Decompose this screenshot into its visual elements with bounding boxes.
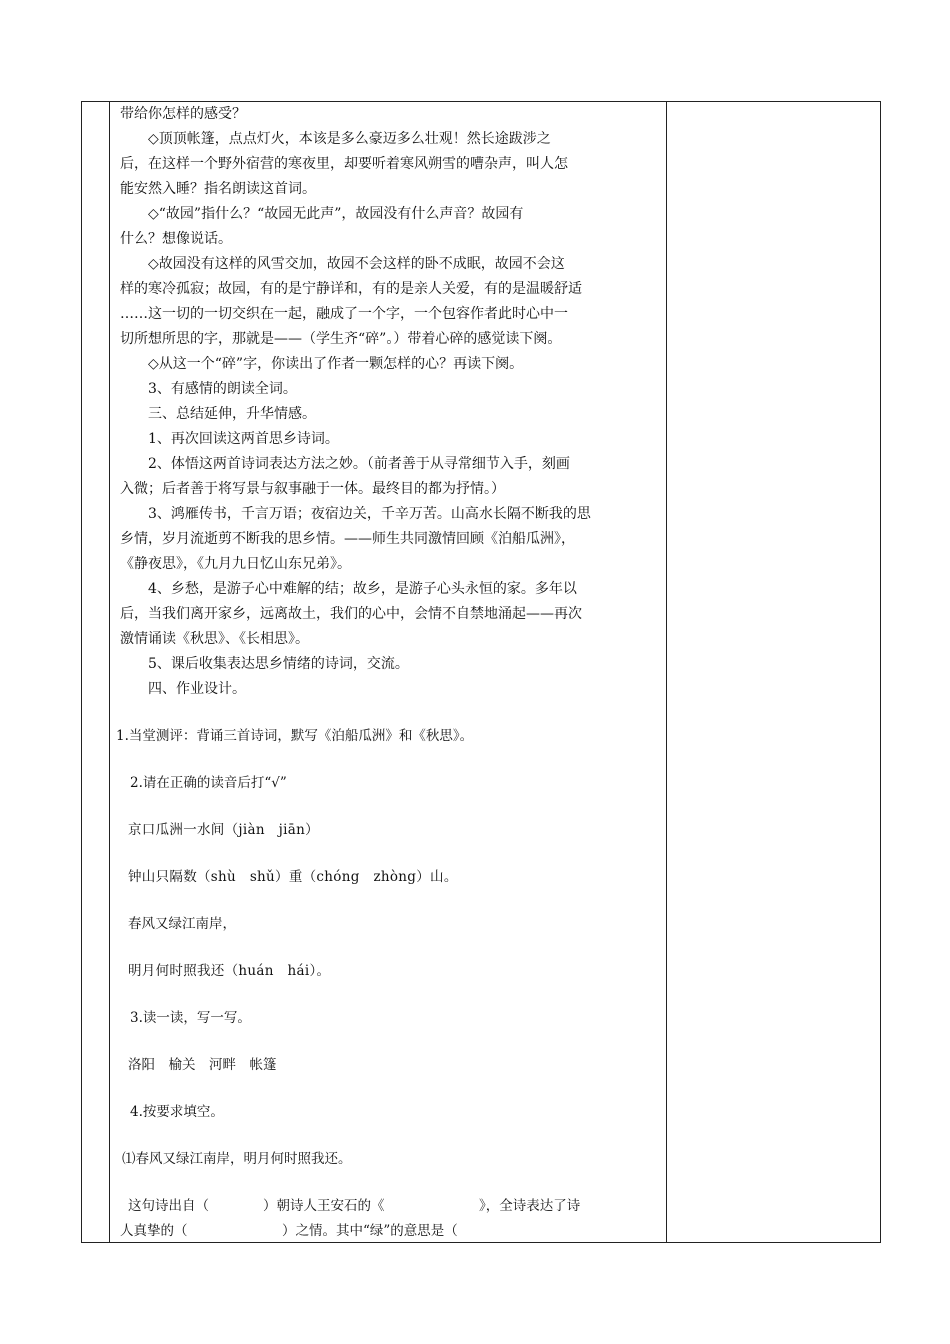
table-right-column bbox=[666, 102, 882, 1242]
text-line: ◇故园没有这样的风雪交加，故园不会这样的卧不成眠，故园不会这 bbox=[148, 256, 565, 272]
section-heading: 四、作业设计。 bbox=[148, 681, 246, 697]
homework-item: 这句诗出自（ ）朝诗人王安石的《 》，全诗表达了诗 bbox=[128, 1198, 581, 1214]
text-line: 1、再次回读这两首思乡诗词。 bbox=[148, 431, 339, 447]
table-left-column bbox=[82, 102, 110, 1242]
homework-item: 4.按要求填空。 bbox=[130, 1104, 224, 1120]
homework-item: 人真挚的（ ）之情。其中“绿”的意思是（ bbox=[120, 1223, 458, 1239]
section-heading: 三、总结延伸，升华情感。 bbox=[148, 406, 316, 422]
text-line: 4、乡愁，是游子心中难解的结；故乡，是游子心头永恒的家。多年以 bbox=[148, 581, 577, 597]
text-line: 切所想所思的字，那就是——（学生齐“碎”。）带着心碎的感觉读下阕。 bbox=[120, 331, 562, 347]
text-line: 《静夜思》，《九月九日忆山东兄弟》。 bbox=[120, 556, 351, 572]
homework-item: 春风又绿江南岸， bbox=[128, 916, 236, 932]
text-line: 3、鸿雁传书，千言万语；夜宿边关，千辛万苦。山高水长隔不断我的思 bbox=[148, 506, 591, 522]
text-line: 后，当我们离开家乡，远离故土，我们的心中，会情不自禁地涌起——再次 bbox=[120, 606, 582, 622]
homework-item: 洛阳 榆关 河畔 帐篷 bbox=[128, 1057, 277, 1073]
homework-item: 2.请在正确的读音后打“√” bbox=[130, 775, 287, 791]
homework-item: 1.当堂测评：背诵三首诗词，默写《泊船瓜洲》和《秋思》。 bbox=[116, 728, 474, 744]
text-line: 2、体悟这两首诗词表达方法之妙。（前者善于从寻常细节入手，刻画 bbox=[148, 456, 570, 472]
text-line: 5、课后收集表达思乡情绪的诗词，交流。 bbox=[148, 656, 409, 672]
lesson-content bbox=[116, 102, 660, 1244]
homework-item: 京口瓜洲一水间（jiàn jiān） bbox=[128, 822, 319, 838]
text-line: 能安然入睡？指名朗读这首词。 bbox=[120, 181, 316, 197]
text-line: 3、有感情的朗读全词。 bbox=[148, 381, 297, 397]
text-line: ◇从这一个“碎”字，你读出了作者一颗怎样的心？再读下阕。 bbox=[148, 356, 524, 372]
text-line: 什么？想像说话。 bbox=[120, 231, 232, 247]
text-line: 乡情，岁月流逝剪不断我的思乡情。——师生共同激情回顾《泊船瓜洲》， bbox=[120, 531, 575, 547]
text-line: 样的寒冷孤寂；故园，有的是宁静详和，有的是亲人关爱，有的是温暖舒适 bbox=[120, 281, 582, 297]
text-line: 带给你怎样的感受？ bbox=[120, 106, 246, 122]
homework-item: ⑴春风又绿江南岸，明月何时照我还。 bbox=[122, 1151, 352, 1167]
text-line: ◇顶顶帐篷，点点灯火，本该是多么豪迈多么壮观！然长途跋涉之 bbox=[148, 131, 551, 147]
homework-item: 钟山只隔数（shù shǔ）重（chóng zhòng）山。 bbox=[128, 869, 458, 885]
homework-item: 明月何时照我还（huán hái）。 bbox=[128, 963, 331, 979]
text-line: ……这一切的一切交织在一起，融成了一个字，一个包容作者此时心中一 bbox=[120, 306, 568, 322]
homework-item: 3.读一读，写一写。 bbox=[130, 1010, 251, 1026]
text-line: 后，在这样一个野外宿营的寒夜里，却要听着寒风朔雪的嘈杂声，叫人怎 bbox=[120, 156, 568, 172]
text-line: ◇“故园”指什么？“故园无此声”，故园没有什么声音？故园有 bbox=[148, 206, 524, 222]
lesson-table bbox=[81, 101, 881, 1243]
text-line: 入微；后者善于将写景与叙事融于一体。最终目的都为抒情。） bbox=[120, 481, 505, 497]
text-line: 激情诵读《秋思》、《长相思》。 bbox=[120, 631, 309, 647]
